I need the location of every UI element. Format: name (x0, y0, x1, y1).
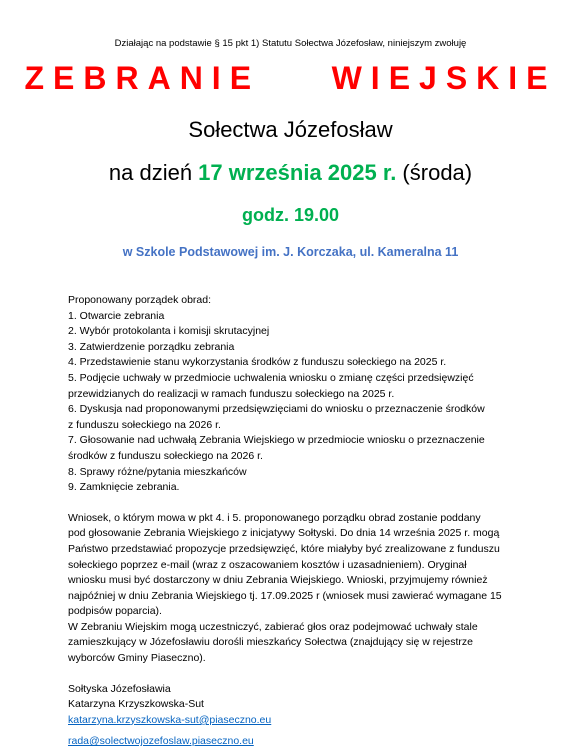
notice-line: zamieszkujący w Józefosławiu dorośli mieszkańcy Sołectwa (znajdujący się w rejestrze (68, 636, 473, 649)
signature-role: Sołtyska Józefosławia (68, 682, 171, 695)
notice-line: podpisów poparcia). (68, 605, 162, 618)
agenda-line: 6. Dyskusja nad proponowanymi przedsięwzięciami do wniosku o przeznaczenie środków (68, 403, 485, 416)
notice-line: Wniosek, o którym mowa w pkt 4. i 5. proponowanego porządku obrad zostanie poddany (68, 511, 481, 524)
email-link-soltyska[interactable]: katarzyna.krzyszkowska-sut@piaseczno.eu (68, 713, 272, 726)
agenda-line: 5. Podjęcie uchwały w przedmiocie uchwalenia wniosku o zmianę części przedsięwzięć (68, 371, 474, 384)
signature-name: Katarzyna Krzyszkowska-Sut (68, 698, 204, 711)
paragraph-gap (68, 496, 528, 511)
notice-line: W Zebraniu Wiejskim mogą uczestniczyć, zabierać głos oraz podejmować uchwały stale (68, 620, 478, 633)
meeting-date: 17 września 2025 r. (198, 160, 397, 185)
notice-line: wniosku musi być dostarczony w dniu Zebrania Wiejskiego. Wnioski, przyjmujemy również (68, 574, 488, 587)
date-weekday: (środa) (396, 160, 473, 185)
agenda-line: środków z funduszu sołeckiego na 2026 r. (68, 449, 263, 462)
agenda-line: 2. Wybór protokolanta i komisji skrutacyjnej (68, 325, 270, 338)
meeting-hour: godz. 19.00 (241, 205, 340, 225)
agenda-line: 3. Zatwierdzenie porządku zebrania (68, 340, 235, 353)
notice-line: sołeckiego poprzez e-mail (wraz z oszacowaniem kosztów i uzasadnieniem). Oryginał (68, 558, 467, 571)
agenda-line: 1. Otwarcie zebrania (68, 309, 165, 322)
date-prefix: na dzień (108, 160, 199, 185)
village-name: Sołectwa Józefosław (188, 117, 393, 142)
agenda-heading: Proponowany porządek obrad: (68, 294, 212, 306)
notice-line: najpóźniej w dniu Zebrania Wiejskiego tj. 17.09.2025 r (wniosek musi zawierać wymagane 15 (68, 589, 502, 602)
agenda-line: 8. Sprawy różne/pytania mieszkańców (68, 465, 247, 478)
meeting-venue: w Szkole Podstawowej im. J. Korczaka, ul. Kameralna 11 (122, 245, 459, 259)
paragraph-gap (68, 667, 528, 682)
meeting-title: ZEBRANIE WIEJSKIE (24, 60, 557, 96)
notice-line: pod głosowanie Zebrania Wiejskiego z inicjatywy Sołtyski. Do dnia 14 września 2025 r. mogą (68, 527, 500, 540)
notice-line: Państwo przedstawiać propozycje przedsięwzięć, które miałyby być zrealizowane z funduszu (68, 542, 500, 555)
agenda-line: 4. Przedstawienie stanu wykorzystania środków z funduszu sołeckiego na 2025 r. (68, 356, 447, 369)
email-link-rada[interactable]: rada@solectwojozefoslaw.piaseczno.eu (68, 735, 254, 748)
agenda-line: 7. Głosowanie nad uchwałą Zebrania Wiejskiego w przedmiocie wniosku o przeznaczenie (68, 434, 485, 447)
agenda-line: 9. Zamknięcie zebrania. (68, 481, 180, 494)
intro-text: Działając na podstawie § 15 pkt 1) Statutu Sołectwa Józefosław, niniejszym zwołuję (114, 38, 467, 49)
agenda-line: przewidzianych do realizacji w ramach funduszu sołeckiego na 2025 r. (68, 387, 395, 400)
agenda-line: z funduszu sołeckiego na 2026 r. (68, 418, 221, 431)
notice-line: wyborców Gminy Piaseczno). (68, 652, 206, 665)
document-body (68, 293, 528, 750)
meeting-date-line (0, 160, 581, 186)
